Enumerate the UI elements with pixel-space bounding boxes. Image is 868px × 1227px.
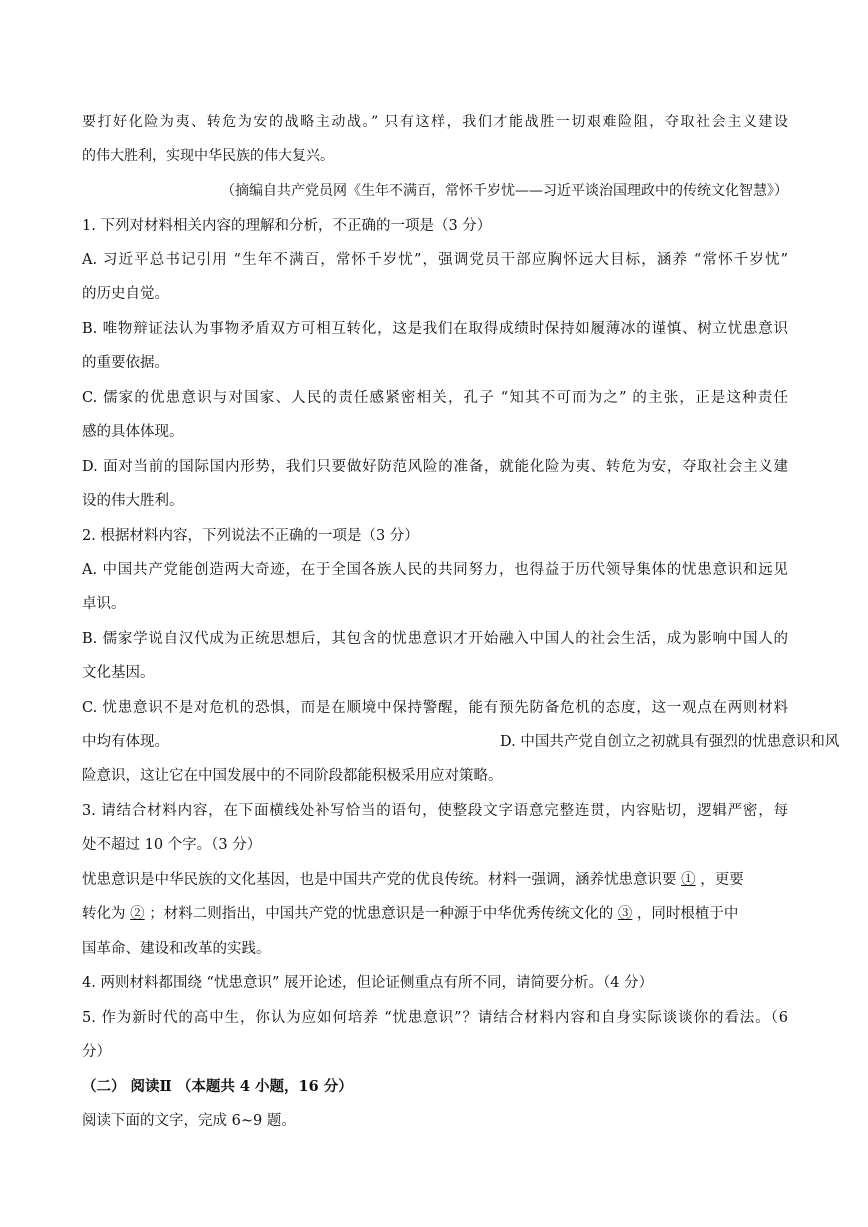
q1-option-d-line2: 设的伟大胜利。 <box>82 493 184 509</box>
q3-text: 转化为 <box>82 906 131 922</box>
q2-option-a-line1: A. 中国共产党能创造两大奇迹，在于全国各族人民的共同努力，也得益于历代领导集体的忧患意识和远见 <box>82 562 788 578</box>
q4-stem: 4. 两则材料都围绕 “忧患意识” 展开论述，但论证侧重点有所不同，请简要分析。（4 分） <box>82 975 654 991</box>
q2-stem: 2. 根据材料内容，下列说法不正确的一项是（3 分） <box>82 528 419 544</box>
q2-option-b-line2: 文化基因。 <box>82 665 155 681</box>
q1-option-a-line2: 的历史自觉。 <box>82 286 169 302</box>
blank-1: ① <box>681 872 696 888</box>
q3-paragraph-line1 <box>82 870 788 890</box>
passage-line-2: 的伟大胜利，实现中华民族的伟大复兴。 <box>82 148 334 164</box>
q1-option-b-line2: 的重要依据。 <box>82 355 169 371</box>
q3-stem-line2: 处不超过 10 个字。（3 分） <box>82 837 262 853</box>
section-heading: （二） 阅读Ⅱ （本题共 4 小题，16 分） <box>82 1078 353 1095</box>
q1-option-c-line2: 感的具体体现。 <box>82 424 184 440</box>
passage-line-1: 要打好化险为夷、转危为安的战略主动战。” 只有这样，我们才能战胜一切艰难险阻，夺取社会主义建设 <box>82 114 788 130</box>
q2-option-b-line1: B. 儒家学说自汉代成为正统思想后，其包含的忧患意识才开始融入中国人的社会生活，成为影响中国人的 <box>82 631 788 647</box>
q2-option-c-and-d <box>82 732 840 752</box>
q1-option-c-line1: C. 儒家的优患意识与对国家、人民的责任感紧密相关，孔子 “知其不可而为之” 的主张，正是这种责任 <box>82 390 788 406</box>
blank-3: ③ <box>617 906 633 922</box>
q3-stem-line1: 3. 请结合材料内容，在下面横线处补写恰当的语句，使整段文字语意完整连贯，内容贴切，逻辑严密，每 <box>82 803 788 819</box>
q3-paragraph-line2 <box>82 904 788 924</box>
passage-source: （摘编自共产党员网《生年不满百，常怀千岁忧——习近平谈治国理政中的传统文化智慧》） <box>221 183 788 199</box>
q5-stem-line2: 分） <box>82 1044 111 1060</box>
q3-text: 忧患意识是中华民族的文化基因，也是中国共产党的优良传统。材料一强调，涵养忧患意识要 <box>82 872 682 888</box>
q2-option-a-line2: 卓识。 <box>82 596 126 612</box>
q5-stem-line1: 5. 作为新时代的高中生，你认为应如何培养 “忧患意识”？请结合材料内容和自身实际谈谈你的看法。（6 <box>82 1010 788 1026</box>
blank-2: ② <box>130 906 145 922</box>
q2-option-c-line1: C. 忧患意识不是对危机的恐惧，而是在顺境中保持警醒，能有预先防备危机的态度，这一观点在两则材料 <box>82 700 788 716</box>
q1-option-a-line1: A. 习近平总书记引用 “生年不满百，常怀千岁忧”，强调党员干部应胸怀远大目标，涵养 “常怀千岁忧” <box>82 252 788 268</box>
q3-paragraph-line3: 国革命、建设和改革的实践。 <box>82 941 271 957</box>
q1-stem: 1. 下列对材料相关内容的理解和分析，不正确的一项是（3 分） <box>82 218 492 234</box>
q2-option-d-line1: D. 中国共产党自创立之初就具有强烈的忧患意识和风 <box>500 734 840 750</box>
q1-option-d-line1: D. 面对当前的国际国内形势，我们只要做好防范风险的准备，就能化险为夷、转危为安，夺取社会主义建 <box>82 459 788 475</box>
q2-option-d-line2: 险意识，这让它在中国发展中的不同阶段都能积极采用应对策略。 <box>82 768 503 784</box>
q2-option-c-line2: 中均有体现。 <box>82 734 169 750</box>
section-instruction: 阅读下面的文字，完成 6~9 题。 <box>82 1113 296 1129</box>
q3-text: ；材料二则指出，中国共产党的忧患意识是一种源于中华优秀传统文化的 <box>144 906 618 922</box>
q3-text: ，同时根植于中 <box>632 906 739 922</box>
q3-text: ，更要 <box>695 872 744 888</box>
q1-option-b-line1: B. 唯物辩证法认为事物矛盾双方可相互转化，这是我们在取得成绩时保持如履薄冰的谨慎、树立忧患意识 <box>82 321 788 337</box>
